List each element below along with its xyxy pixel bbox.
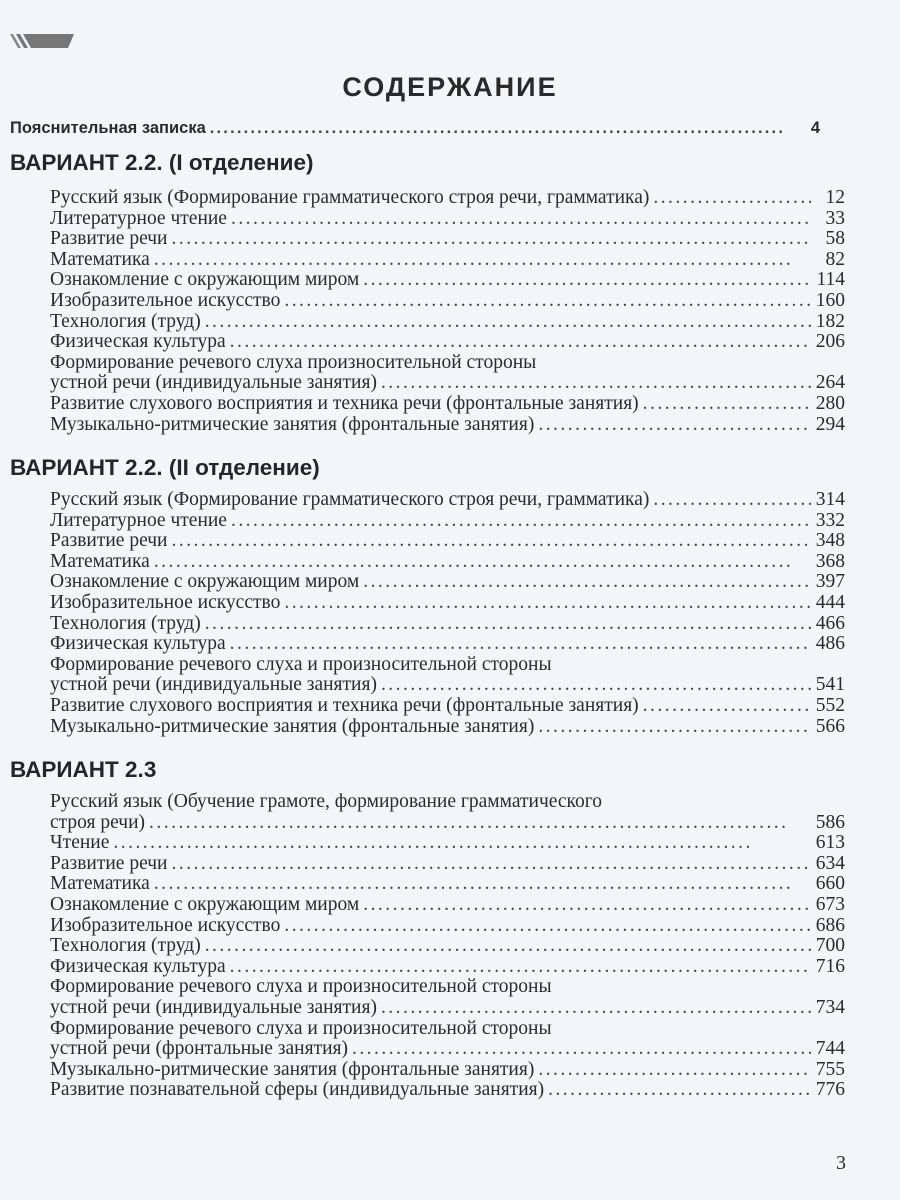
leader-dots [548, 1080, 811, 1100]
leader-dots [154, 552, 811, 572]
toc-entry-label: Развитие речи [50, 530, 168, 552]
leader-dots [381, 675, 811, 695]
toc-entry[interactable] [50, 229, 845, 249]
toc-entry-page: 182 [815, 310, 845, 332]
leader-dots [172, 531, 812, 551]
leader-dots [113, 833, 811, 853]
toc-entry-page: 33 [825, 207, 845, 229]
toc-entry-page: 114 [816, 269, 845, 291]
toc-entry[interactable] [50, 634, 845, 654]
toc-entry-label: устной речи (индивидуальные занятия) [50, 372, 377, 394]
toc-entry-label: строя речи) [50, 811, 146, 833]
toc-entry[interactable] [50, 916, 845, 936]
leader-dots [363, 270, 811, 290]
toc-entry-page: 744 [815, 1038, 845, 1060]
toc-entry-label: Физическая культура [50, 331, 226, 353]
toc-entry[interactable] [50, 332, 845, 352]
toc-entry-label: Чтение [50, 832, 110, 854]
toc-entry-first-line[interactable]: Формирование речевого слуха и произносительной стороны [50, 653, 552, 675]
toc-entry[interactable] [50, 312, 845, 332]
toc-entry-first-line[interactable]: Русский язык (Обучение грамоте, формирование грамматического [50, 791, 603, 812]
toc-entry[interactable] [50, 675, 845, 695]
toc-entry[interactable] [50, 188, 845, 208]
toc-entry-page: 755 [815, 1058, 845, 1080]
leader-dots [352, 1039, 811, 1059]
toc-entry-page: 541 [815, 674, 845, 696]
toc-entry[interactable] [50, 614, 845, 634]
toc-entry-page: 82 [825, 248, 845, 270]
leader-dots [205, 614, 811, 634]
leader-dots [231, 511, 811, 531]
toc-entry-label: устной речи (фронтальные занятия) [50, 1038, 348, 1060]
leader-dots [284, 593, 811, 613]
toc-entry-intro[interactable]: Пояснительная записка . . . 4 [10, 118, 820, 138]
leader-dots [154, 250, 811, 270]
toc-entry[interactable] [50, 593, 845, 613]
section-heading: ВАРИАНТ 2.2. (I отделение) [10, 150, 314, 175]
toc-entry[interactable] [50, 1060, 845, 1080]
toc-entry-label: устной речи (индивидуальные занятия) [50, 674, 377, 696]
toc-entry-label: Технология (труд) [50, 310, 201, 332]
toc-entry-page: 776 [815, 1079, 845, 1101]
toc-entry[interactable] [50, 373, 845, 393]
leader-dots [363, 895, 811, 915]
toc-entry-page: 734 [815, 997, 845, 1018]
toc-entry-label: Изобразительное искусство [50, 592, 281, 613]
toc-entry-label: Физическая культура [50, 955, 226, 977]
toc-entry-page: 280 [815, 393, 845, 414]
toc-entry[interactable] [50, 957, 845, 977]
toc-entry[interactable] [50, 415, 845, 435]
leader-dots [231, 209, 811, 229]
toc-entry-label: Математика [50, 248, 150, 270]
toc-entry[interactable] [50, 936, 845, 956]
toc-entry-page: 486 [815, 633, 845, 655]
toc-entry-page: 716 [815, 955, 845, 977]
leader-dots [538, 415, 811, 435]
toc-entry-page: 348 [815, 530, 845, 552]
toc-entry[interactable] [50, 291, 845, 311]
toc-entry-first-line[interactable]: Формирование речевого слуха и произносительной стороны [50, 1017, 552, 1039]
toc-entry[interactable] [50, 874, 845, 894]
toc-entry[interactable] [50, 895, 845, 915]
toc-entry-page: 613 [815, 832, 845, 854]
toc-entry-page: 700 [815, 935, 845, 957]
toc-entry-page: 673 [815, 894, 845, 915]
toc-entry-page: 12 [825, 187, 845, 208]
toc-entry-label: Музыкально-ритмические занятия (фронтальные занятия) [50, 1058, 535, 1080]
page-number: 3 [836, 1152, 846, 1174]
toc-entry-label: Технология (труд) [50, 612, 201, 634]
toc-entry-page: 686 [815, 914, 845, 936]
leader-dots [230, 332, 811, 352]
toc-entry-page: 586 [815, 811, 845, 833]
toc-entry[interactable] [50, 270, 845, 290]
leader-dots [172, 229, 812, 249]
toc-entry-page: 634 [815, 852, 845, 874]
leader-dots [653, 188, 811, 208]
toc-entry-label: Физическая культура [50, 633, 226, 655]
leader-dots [205, 312, 811, 332]
leader-dots [381, 373, 811, 393]
toc-entry-label: Математика [50, 550, 150, 572]
toc-entry-label: Развитие речи [50, 852, 168, 874]
toc-entry-page: 206 [815, 331, 845, 353]
toc-entry-label: Ознакомление с окружающим миром [50, 571, 360, 593]
toc-entry-page: 466 [815, 612, 845, 634]
toc-entry[interactable] [50, 572, 845, 592]
leader-dots [172, 854, 812, 874]
toc-entry-page: 294 [815, 413, 845, 435]
leader-dots [230, 957, 811, 977]
toc-entry-label: Развитие слухового восприятия и техника речи (фронтальные занятия) [50, 393, 639, 414]
leader-dots [643, 394, 811, 414]
toc-entry[interactable] [50, 854, 845, 874]
section-heading: ВАРИАНТ 2.3 [10, 757, 157, 782]
toc-entry-page: 397 [815, 571, 845, 593]
toc-entry-label: Литературное чтение [50, 509, 227, 531]
toc-entry-page: 368 [815, 550, 845, 572]
toc-entry-label: Музыкально-ритмические занятия (фронтальные занятия) [50, 715, 535, 737]
toc-entry-label: Русский язык (Формирование грамматического строя речи, грамматика) [50, 489, 650, 510]
leader-dots [284, 291, 811, 311]
toc-entry-label: Развитие слухового восприятия и техника речи (фронтальные занятия) [50, 695, 639, 716]
toc-entry[interactable] [50, 490, 845, 510]
leader-dots [205, 936, 811, 956]
leader-dots [381, 998, 811, 1018]
toc-entry[interactable] [50, 531, 845, 551]
toc-entry-label: Изобразительное искусство [50, 290, 281, 311]
leader-dots [154, 874, 811, 894]
toc-entry-label: Развитие познавательной сферы (индивидуальные занятия) [50, 1079, 545, 1101]
toc-entry[interactable] [50, 511, 845, 531]
toc-entry-label: Музыкально-ритмические занятия (фронтальные занятия) [50, 413, 535, 435]
toc-entry[interactable] [50, 394, 845, 414]
toc-entry-page: 264 [815, 372, 845, 394]
toc-entry-page: 58 [825, 228, 845, 250]
toc-entry-page: 160 [815, 290, 845, 311]
toc-entry[interactable] [50, 209, 845, 229]
toc-entry[interactable] [50, 717, 845, 737]
leader-dots [643, 696, 811, 716]
toc-entry[interactable] [50, 998, 845, 1018]
toc-entry-label: Развитие речи [50, 228, 168, 250]
toc-entry-label: устной речи (индивидуальные занятия) [50, 997, 377, 1018]
toc-entry[interactable] [50, 696, 845, 716]
toc-entry-page: 660 [815, 873, 845, 895]
toc-entry[interactable] [50, 250, 845, 270]
publisher-stripe-logo-icon [10, 34, 74, 50]
toc-entry-label: Ознакомление с окружающим миром [50, 269, 360, 291]
toc-entry-page: 332 [815, 509, 845, 531]
section-heading: ВАРИАНТ 2.2. (II отделение) [10, 455, 320, 480]
leader-dots [538, 1060, 811, 1080]
toc-entry-first-line[interactable]: Формирование речевого слуха и произносительной стороны [50, 976, 552, 998]
toc-entry[interactable] [50, 1080, 845, 1100]
toc-entry[interactable] [50, 552, 845, 572]
leader-dots [653, 490, 811, 510]
toc-entry[interactable] [50, 833, 845, 853]
toc-entry-label: Технология (труд) [50, 935, 201, 957]
toc-entry-page: 444 [815, 592, 845, 613]
toc-entry-label: Изобразительное искусство [50, 914, 281, 936]
toc-entry[interactable] [50, 1039, 845, 1059]
leader-dots [284, 916, 811, 936]
toc-entry[interactable] [50, 813, 845, 833]
leader-dots [149, 813, 811, 833]
toc-entry-page: 314 [815, 489, 845, 510]
toc-entry-first-line[interactable]: Формирование речевого слуха произносительной стороны [50, 351, 537, 373]
leader-dots [230, 634, 811, 654]
toc-entry-label: Ознакомление с окружающим миром [50, 894, 360, 915]
page-title: СОДЕРЖАНИЕ [342, 72, 558, 102]
toc-entry-label: Русский язык (Формирование грамматического строя речи, грамматика) [50, 187, 650, 208]
leader-dots [363, 572, 811, 592]
toc-entry-label: Литературное чтение [50, 207, 227, 229]
toc-entry-label: Математика [50, 873, 150, 895]
toc-entry-page: 566 [815, 715, 845, 737]
toc-entry-page: 552 [815, 695, 845, 716]
leader-dots [538, 717, 811, 737]
